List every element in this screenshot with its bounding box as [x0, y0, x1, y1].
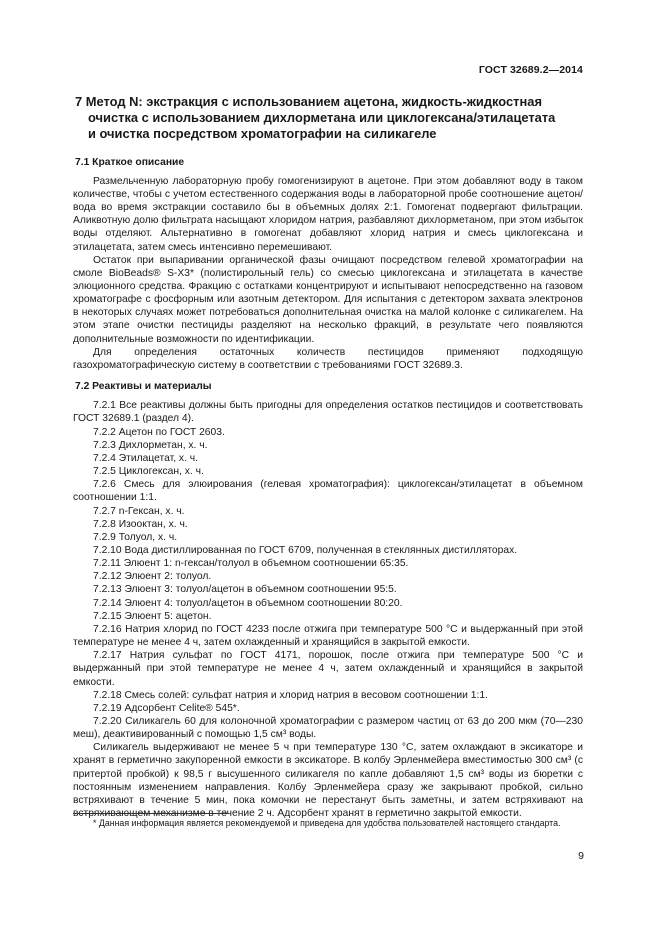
list-item: 7.2.13 Элюент 3: толуол/ацетон в объемном соотношении 95:5.: [93, 584, 397, 596]
subsection-heading-7-2: 7.2 Реактивы и материалы: [75, 381, 212, 393]
document-header: ГОСТ 32689.2—2014: [478, 64, 583, 76]
list-item: 7.2.6 Смесь для элюирования (гелевая хроматография): циклогексан/этилацетат в объемном соотношении 1:1.: [73, 479, 583, 504]
list-item: 7.2.14 Элюент 4: толуол/ацетон в объемном соотношении 80:20.: [93, 597, 403, 609]
list-item: 7.2.11 Элюент 1: n-гексан/толуол в объемном соотношении 65:35.: [93, 558, 409, 570]
list-item: 7.2.7 n-Гексан, х. ч.: [93, 505, 185, 517]
paragraph: Для определения остаточных количеств пестицидов применяют подходящую газохроматографическую систему в соответствии с требованиями ГОСТ 32689.3.: [73, 346, 583, 371]
list-item: 7.2.1 Все реактивы должны быть пригодны для определения остатков пестицидов и соответствовать ГОСТ 32689.1 (раздел 4).: [73, 400, 583, 425]
document-body: [73, 94, 583, 820]
list-item: 7.2.3 Дихлорметан, х. ч.: [93, 439, 208, 451]
list-item: 7.2.2 Ацетон по ГОСТ 2603.: [93, 426, 225, 438]
list-item: 7.2.12 Элюент 2: толуол.: [93, 571, 212, 583]
paragraph: Силикагель выдерживают не менее 5 ч при температуре 130 °С, затем охлаждают в эксикаторе и хранят в герметично закупоренной емкости в эксикаторе. В колбу Эрленмейера вместимостью 300 см³ (с притертой пробкой) к 98,5 г высушенного силикагеля по капле добавляют 1,5 см³ воды из бюретки с постоянным изменением направления. Колбу Эрленмейера сразу же закрывают пробкой, сильно встряхивают в течение 5 мин, пока комочки не перестанут быть заметны, и затем встряхивают на встряхивающем механизме в течение 2 ч. Адсорбент хранят в герметично закрытой емкости.: [73, 742, 583, 820]
subsection-heading-7-1: 7.1 Краткое описание: [75, 156, 185, 168]
list-item: 7.2.4 Этилацетат, х. ч.: [93, 452, 199, 464]
footnote: * Данная информация является рекомендуемой и приведена для удобства пользователей настоящего стандарта.: [93, 818, 561, 828]
list-item: 7.2.19 Адсорбент Celite® 545*.: [93, 702, 240, 714]
section-title-line-1: 7 Метод N: экстракция с использованием ацетона, жидкость-жидкостная: [75, 94, 542, 109]
footnote-divider: [73, 813, 228, 814]
section-title-line-2: очистка с использованием дихлорметана или циклогексана/этилацетата: [88, 110, 556, 126]
list-item: 7.2.16 Натрия хлорид по ГОСТ 4233 после отжига при температуре 500 °С и выдержанный при этой температуре не менее 4 ч, затем охлажденный и хранящийся в закрытой емкости.: [73, 623, 583, 649]
list-item: 7.2.18 Смесь солей: сульфат натрия и хлорид натрия в весовом соотношении 1:1.: [93, 689, 488, 701]
list-item: 7.2.9 Толуол, х. ч.: [93, 531, 178, 543]
section-title-line-3: и очистка посредством хроматографии на силикагеле: [88, 126, 437, 142]
page-number: 9: [578, 850, 584, 862]
section-title: [73, 94, 583, 143]
list-item: 7.2.20 Силикагель 60 для колоночной хроматографии с размером частиц от 63 до 200 мкм (70—230 меш), деактивированный с помощью 1,5 см³ воды.: [73, 716, 583, 741]
list-item: 7.2.10 Вода дистиллированная по ГОСТ 6709, полученная в стеклянных дистилляторах.: [93, 544, 518, 556]
paragraph: Остаток при выпаривании органической фазы очищают посредством гелевой хроматографии на смоле BioBeads® S-X3* (полистирольный гель) со смесью циклогексана и этилацетата в качестве элюционного средства. Фракцию с остатками концентрируют и испытывают непосредственно на газовом хроматографе с фосфорным или азотным детектором. Для испытания с детектором захвата электронов в некоторых случаях может потребоваться дополнительная очистка на малой колонке с силикагелем. На этом этапе очистки пестициды разделяют на несколько фракций, в результате чего появляются дополнительные возможности по идентификации.: [73, 254, 583, 345]
paragraph: Размельченную лабораторную пробу гомогенизируют в ацетоне. При этом добавляют воду в таком количестве, чтобы с учетом естественного содержания воды в лабораторной пробе соотношение ацетон/вода во время экстракции составило бы в объемных долях 2:1. Гомогенат подвергают фильтрации. Аликвотную долю фильтрата насыщают хлоридом натрия, разбавляют дихлорметаном, при этом избыток воды отделяют. Альтернативно в гомогенат добавляют хлорид натрия и смесь циклогексана и этилацетата, затем смесь интенсивно перемешивают.: [73, 175, 583, 253]
list-item: 7.2.5 Циклогексан, х. ч.: [93, 466, 204, 478]
list-item: 7.2.17 Натрия сульфат по ГОСТ 4171, порошок, после отжига при температуре 500 °С и выдержанный при этой температуре не менее 4 ч, затем охлажденный и хранящийся в закрытой емкости.: [73, 650, 583, 688]
list-item: 7.2.15 Элюент 5: ацетон.: [93, 610, 212, 622]
list-item: 7.2.8 Изооктан, х. ч.: [93, 518, 188, 530]
